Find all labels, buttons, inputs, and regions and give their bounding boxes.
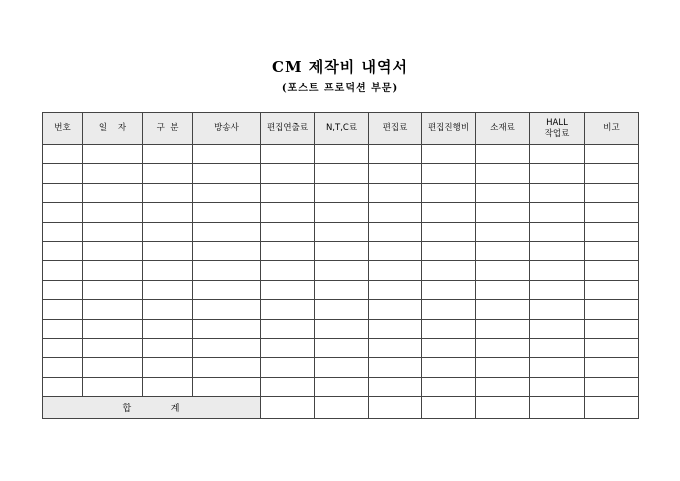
table-cell[interactable] (83, 377, 143, 396)
table-cell[interactable] (585, 358, 639, 377)
table-cell[interactable] (476, 300, 530, 319)
table-cell[interactable] (43, 280, 83, 299)
table-cell[interactable] (193, 164, 261, 183)
table-cell[interactable] (193, 377, 261, 396)
table-cell[interactable] (422, 183, 476, 202)
table-cell[interactable] (369, 338, 422, 357)
table-cell[interactable] (43, 203, 83, 222)
table-cell[interactable] (83, 241, 143, 260)
table-cell[interactable] (315, 241, 369, 260)
header-material-fee: 소재료 (476, 113, 530, 145)
table-row (43, 338, 639, 357)
table-cell[interactable] (83, 145, 143, 164)
table-cell[interactable] (315, 222, 369, 241)
table-cell[interactable] (476, 183, 530, 202)
table-cell[interactable] (143, 222, 193, 241)
table-row (43, 222, 639, 241)
total-cell[interactable] (369, 397, 422, 419)
table-cell[interactable] (530, 164, 585, 183)
table-header-row (43, 113, 639, 145)
table-cell[interactable] (43, 145, 83, 164)
table-cell[interactable] (43, 222, 83, 241)
table-cell[interactable] (43, 164, 83, 183)
table-cell[interactable] (369, 145, 422, 164)
table-cell[interactable] (530, 203, 585, 222)
table-cell[interactable] (422, 358, 476, 377)
header-number: 번호 (43, 113, 83, 145)
table-cell[interactable] (585, 183, 639, 202)
table-cell[interactable] (422, 164, 476, 183)
table-cell[interactable] (261, 203, 315, 222)
table-cell[interactable] (261, 319, 315, 338)
table-row (43, 261, 639, 280)
header-editing-progress-cost: 편집진행비 (422, 113, 476, 145)
table-cell[interactable] (143, 203, 193, 222)
table-cell[interactable] (422, 261, 476, 280)
table-cell[interactable] (83, 280, 143, 299)
table-cell[interactable] (422, 241, 476, 260)
table-cell[interactable] (530, 319, 585, 338)
table-row (43, 300, 639, 319)
table-cell[interactable] (143, 261, 193, 280)
table-cell[interactable] (585, 164, 639, 183)
total-cell[interactable] (315, 397, 369, 419)
table-cell[interactable] (422, 203, 476, 222)
total-cell[interactable] (422, 397, 476, 419)
table-cell[interactable] (143, 377, 193, 396)
table-row (43, 358, 639, 377)
table-cell[interactable] (422, 145, 476, 164)
table-cell[interactable] (369, 203, 422, 222)
table-cell[interactable] (530, 338, 585, 357)
table-cell[interactable] (476, 338, 530, 357)
table-cell[interactable] (315, 164, 369, 183)
table-cell[interactable] (143, 183, 193, 202)
table-cell[interactable] (585, 222, 639, 241)
table-cell[interactable] (143, 319, 193, 338)
header-hall-work-fee: HALL 작업료 (530, 113, 585, 145)
table-cell[interactable] (143, 358, 193, 377)
total-label: 합 계 (43, 397, 261, 419)
table-cell[interactable] (476, 319, 530, 338)
header-editing-fee: 편집료 (369, 113, 422, 145)
table-cell[interactable] (315, 145, 369, 164)
table-cell[interactable] (369, 241, 422, 260)
table-cell[interactable] (83, 300, 143, 319)
table-cell[interactable] (476, 203, 530, 222)
document-title: CM 제작비 내역서 (272, 58, 408, 76)
header-broadcaster: 방송사 (193, 113, 261, 145)
table-cell[interactable] (315, 338, 369, 357)
table-cell[interactable] (315, 261, 369, 280)
table-cell[interactable] (530, 145, 585, 164)
table-cell[interactable] (585, 280, 639, 299)
table-cell[interactable] (369, 164, 422, 183)
table-cell[interactable] (261, 145, 315, 164)
table-cell[interactable] (43, 183, 83, 202)
total-cell[interactable] (585, 397, 639, 419)
table-cell[interactable] (530, 280, 585, 299)
table-cell[interactable] (530, 358, 585, 377)
table-cell[interactable] (315, 319, 369, 338)
table-cell[interactable] (585, 377, 639, 396)
table-cell[interactable] (43, 241, 83, 260)
table-cell[interactable] (422, 222, 476, 241)
table-cell[interactable] (193, 261, 261, 280)
table-row (43, 145, 639, 164)
table-cell[interactable] (261, 183, 315, 202)
header-date: 일 자 (83, 113, 143, 145)
table-cell[interactable] (261, 358, 315, 377)
header-ntc-fee: N,T,C료 (315, 113, 369, 145)
table-cell[interactable] (83, 203, 143, 222)
table-cell[interactable] (369, 280, 422, 299)
table-cell[interactable] (83, 358, 143, 377)
table-cell[interactable] (369, 377, 422, 396)
table-cell[interactable] (83, 338, 143, 357)
total-cell[interactable] (530, 397, 585, 419)
table-cell[interactable] (476, 358, 530, 377)
table-cell[interactable] (261, 280, 315, 299)
table-cell[interactable] (143, 280, 193, 299)
table-cell[interactable] (530, 261, 585, 280)
table-cell[interactable] (369, 358, 422, 377)
table-cell[interactable] (261, 377, 315, 396)
table-cell[interactable] (476, 377, 530, 396)
table-row (43, 319, 639, 338)
table-cell[interactable] (193, 338, 261, 357)
table-cell[interactable] (422, 300, 476, 319)
table-cell[interactable] (43, 319, 83, 338)
total-cell[interactable] (476, 397, 530, 419)
document-subtitle: (포스트 프로덕션 부문) (281, 83, 399, 94)
table-cell[interactable] (476, 164, 530, 183)
table-cell[interactable] (585, 261, 639, 280)
table-cell[interactable] (193, 222, 261, 241)
table-cell[interactable] (315, 183, 369, 202)
table-cell[interactable] (43, 261, 83, 280)
table-cell[interactable] (530, 183, 585, 202)
table-cell[interactable] (422, 377, 476, 396)
table-row (43, 377, 639, 396)
table-row (43, 164, 639, 183)
table-cell[interactable] (585, 203, 639, 222)
table-cell[interactable] (193, 183, 261, 202)
table-cell[interactable] (83, 261, 143, 280)
table-cell[interactable] (315, 300, 369, 319)
table-cell[interactable] (530, 300, 585, 319)
cost-table (42, 112, 639, 419)
table-cell[interactable] (83, 222, 143, 241)
table-cell[interactable] (261, 261, 315, 280)
total-cell[interactable] (261, 397, 315, 419)
header-editing-direction-fee: 편집연출료 (261, 113, 315, 145)
table-cell[interactable] (83, 164, 143, 183)
table-cell[interactable] (193, 300, 261, 319)
table-cell[interactable] (315, 280, 369, 299)
table-cell[interactable] (261, 338, 315, 357)
table-cell[interactable] (143, 300, 193, 319)
table-body (43, 145, 639, 397)
table-cell[interactable] (476, 280, 530, 299)
table-cell[interactable] (476, 241, 530, 260)
table-row (43, 241, 639, 260)
table-cell[interactable] (422, 338, 476, 357)
total-row (43, 397, 639, 419)
table-cell[interactable] (530, 241, 585, 260)
table-cell[interactable] (83, 319, 143, 338)
table-cell[interactable] (476, 261, 530, 280)
table-row (43, 183, 639, 202)
table-cell[interactable] (315, 358, 369, 377)
table-cell[interactable] (530, 377, 585, 396)
table-cell[interactable] (476, 145, 530, 164)
header-remarks: 비고 (585, 113, 639, 145)
table-cell[interactable] (261, 241, 315, 260)
table-cell[interactable] (143, 145, 193, 164)
table-cell[interactable] (476, 222, 530, 241)
table-cell[interactable] (83, 183, 143, 202)
table-cell[interactable] (422, 319, 476, 338)
table-cell[interactable] (193, 145, 261, 164)
table-cell[interactable] (261, 164, 315, 183)
table-cell[interactable] (369, 319, 422, 338)
table-cell[interactable] (585, 319, 639, 338)
table-cell[interactable] (193, 280, 261, 299)
table-cell[interactable] (43, 300, 83, 319)
table-cell[interactable] (369, 261, 422, 280)
table-cell[interactable] (143, 164, 193, 183)
table-cell[interactable] (585, 300, 639, 319)
table-cell[interactable] (261, 222, 315, 241)
table-cell[interactable] (193, 241, 261, 260)
table-cell[interactable] (261, 300, 315, 319)
table-cell[interactable] (193, 319, 261, 338)
table-cell[interactable] (315, 203, 369, 222)
header-category: 구 분 (143, 113, 193, 145)
table-cell[interactable] (422, 280, 476, 299)
table-row (43, 203, 639, 222)
table-row (43, 280, 639, 299)
table-cell[interactable] (369, 222, 422, 241)
table-cell[interactable] (369, 183, 422, 202)
table-cell[interactable] (43, 377, 83, 396)
table-cell[interactable] (143, 338, 193, 357)
table-cell[interactable] (143, 241, 193, 260)
table-cell[interactable] (43, 358, 83, 377)
table-cell[interactable] (193, 203, 261, 222)
table-cell[interactable] (585, 145, 639, 164)
table-cell[interactable] (530, 222, 585, 241)
table-cell[interactable] (315, 377, 369, 396)
table-cell[interactable] (585, 338, 639, 357)
table-cell[interactable] (585, 241, 639, 260)
table-cell[interactable] (193, 358, 261, 377)
table-cell[interactable] (43, 338, 83, 357)
table-cell[interactable] (369, 300, 422, 319)
